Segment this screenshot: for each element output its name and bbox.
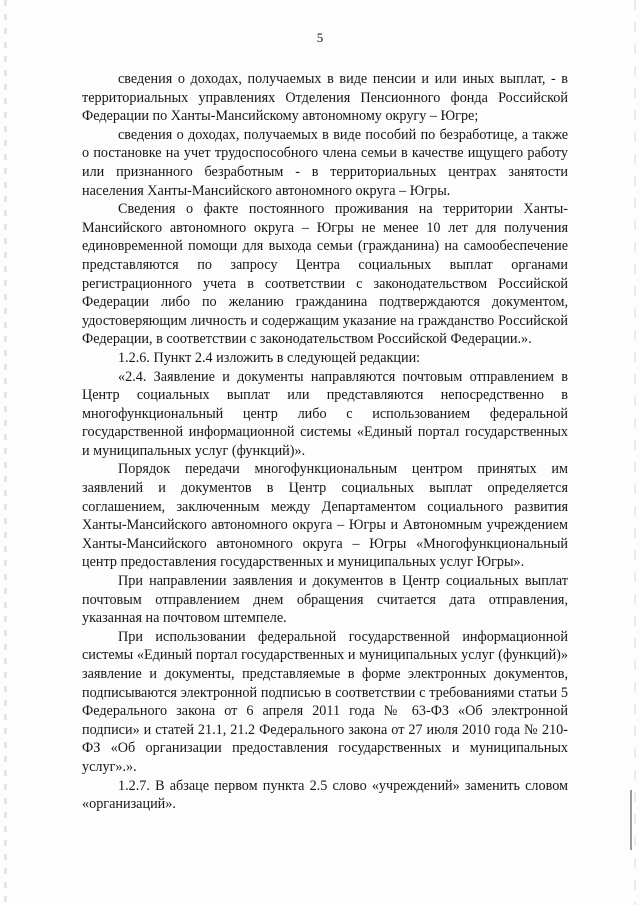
scan-edge-left [4,0,7,905]
paragraph-postal-date: При направлении заявления и документов в Центр социальных выплат почтовым отправлением днем обращения считается дата отправления, указанная на почтовом штемпеле. [82,573,568,627]
paragraph-unemployment-income: сведения о доходах, получаемых в виде пособий по безработице, а также о постановке на учет трудоспособного члена семьи в качестве ищущего работу или признанного безработным - в территориальных центрах занятости населения Ханты-Мансийского автономного округа – Югры. [82,126,568,199]
paragraph-pension-income: сведения о доходах, получаемых в виде пенсии и или иных выплат, - в территориальных управлениях Отделения Пенсионного фонда Российской Федерации по Ханты-Мансийскому автономному округу – Югре; [82,71,568,125]
paragraph-transfer-procedure: Порядок передачи многофункциональным центром принятых им заявлений и документов в Центр социальных выплат определяется соглашением, заключенным между Департаментом социального развития Ханты-Мансийского автономного округа – Югры и Автономным учреждением Ханты-Мансийского автономного округа – Югры «Многофункциональный центр предоставления государственных и муниципальных услуг Югры». [82,461,568,571]
paragraph-clause-2-4: «2.4. Заявление и документы направляются почтовым отправлением в Центр социальных выплат или представляются непосредственно в многофункциональный центр либо с использованием федеральной государственной информационной системы «Единый портал государственных и муниципальных услуг (функций)». [82,368,568,459]
scan-mark [630,790,632,850]
paragraph-item-1-2-6: 1.2.6. Пункт 2.4 изложить в следующей редакции: [118,349,421,366]
scan-edge-right [634,0,636,905]
paragraph-residence-fact: Сведения о факте постоянного проживания на территории Ханты-Мансийского автономного округа – Югры не менее 10 лет для получения единовременной помощи для выхода семьи (гражданина) на самообеспечение представляются по запросу Центра социальных выплат органами регистрационного учета в соответствии с законодательством Российской Федерации либо по желанию гражданина подтверждаются документом, удостоверяющим личность и содержащим указание на гражданство Российской Федерации, в соответствии с законодательством Российской Федерации.». [82,201,568,348]
paragraph-item-1-2-7: 1.2.7. В абзаце первом пункта 2.5 слово «учреждений» заменить словом «организаций». [82,777,568,813]
paragraph-electronic-signature: При использовании федеральной государственной информационной системы «Единый портал государственных и муниципальных услуг (функций)» заявление и документы, представляемые в форме электронных документов, подписываются электронной подписью в соответствии с требованиями статьи 5 Федерального закона от 6 апреля 2011 года № 63-ФЗ «Об электронной подписи» и статей 21.1, 21.2 Федерального закона от 27 июля 2010 года № 210-ФЗ «Об организации предоставления государственных и муниципальных услуг».». [82,628,568,775]
document-body [82,70,568,814]
page-number: 5 [316,30,324,45]
